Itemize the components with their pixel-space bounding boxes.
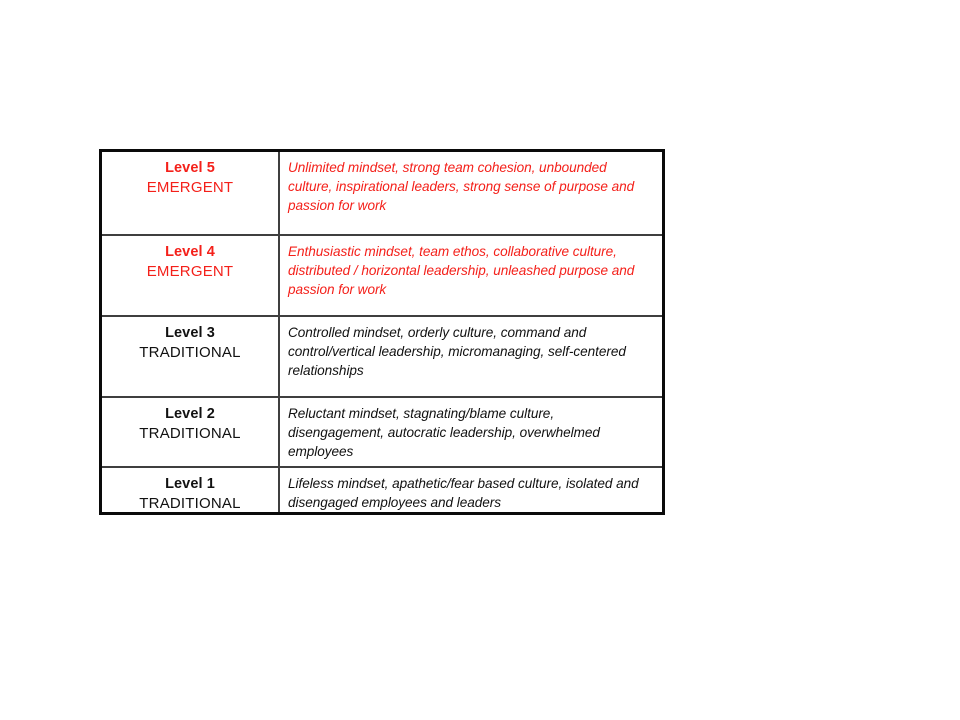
level-track: TRADITIONAL xyxy=(139,343,241,361)
level-label-cell xyxy=(102,317,280,396)
level-name: Level 2 xyxy=(165,406,215,422)
table-row xyxy=(102,398,662,468)
table-row xyxy=(102,152,662,236)
level-label-cell xyxy=(102,236,280,315)
level-name: Level 4 xyxy=(165,244,215,260)
level-track: EMERGENT xyxy=(146,262,234,280)
level-track: TRADITIONAL xyxy=(139,424,241,442)
level-track: TRADITIONAL xyxy=(139,494,241,512)
level-label-cell xyxy=(102,152,280,234)
level-name: Level 3 xyxy=(165,325,215,341)
level-description: Lifeless mindset, apathetic/fear based culture, isolated and disengaged employees and leaders xyxy=(288,476,639,510)
level-track: EMERGENT xyxy=(146,178,234,196)
level-description: Enthusiastic mindset, team ethos, collaborative culture, distributed / horizontal leadership, unleashed purpose and passion for work xyxy=(288,244,635,297)
level-label-cell xyxy=(102,398,280,466)
level-description: Controlled mindset, orderly culture, command and control/vertical leadership, micromanaging, self-centered relationships xyxy=(288,325,626,378)
table-row xyxy=(102,236,662,317)
level-description: Reluctant mindset, stagnating/blame culture, disengagement, autocratic leadership, overwhelmed employees xyxy=(288,406,600,459)
maturity-levels-table xyxy=(99,149,665,515)
level-description: Unlimited mindset, strong team cohesion, unbounded culture, inspirational leaders, strong sense of purpose and passion for work xyxy=(288,160,635,213)
table-row xyxy=(102,317,662,398)
level-name: Level 5 xyxy=(165,160,215,176)
level-label-cell xyxy=(102,468,280,512)
table-row xyxy=(102,468,662,512)
level-name: Level 1 xyxy=(165,476,215,492)
